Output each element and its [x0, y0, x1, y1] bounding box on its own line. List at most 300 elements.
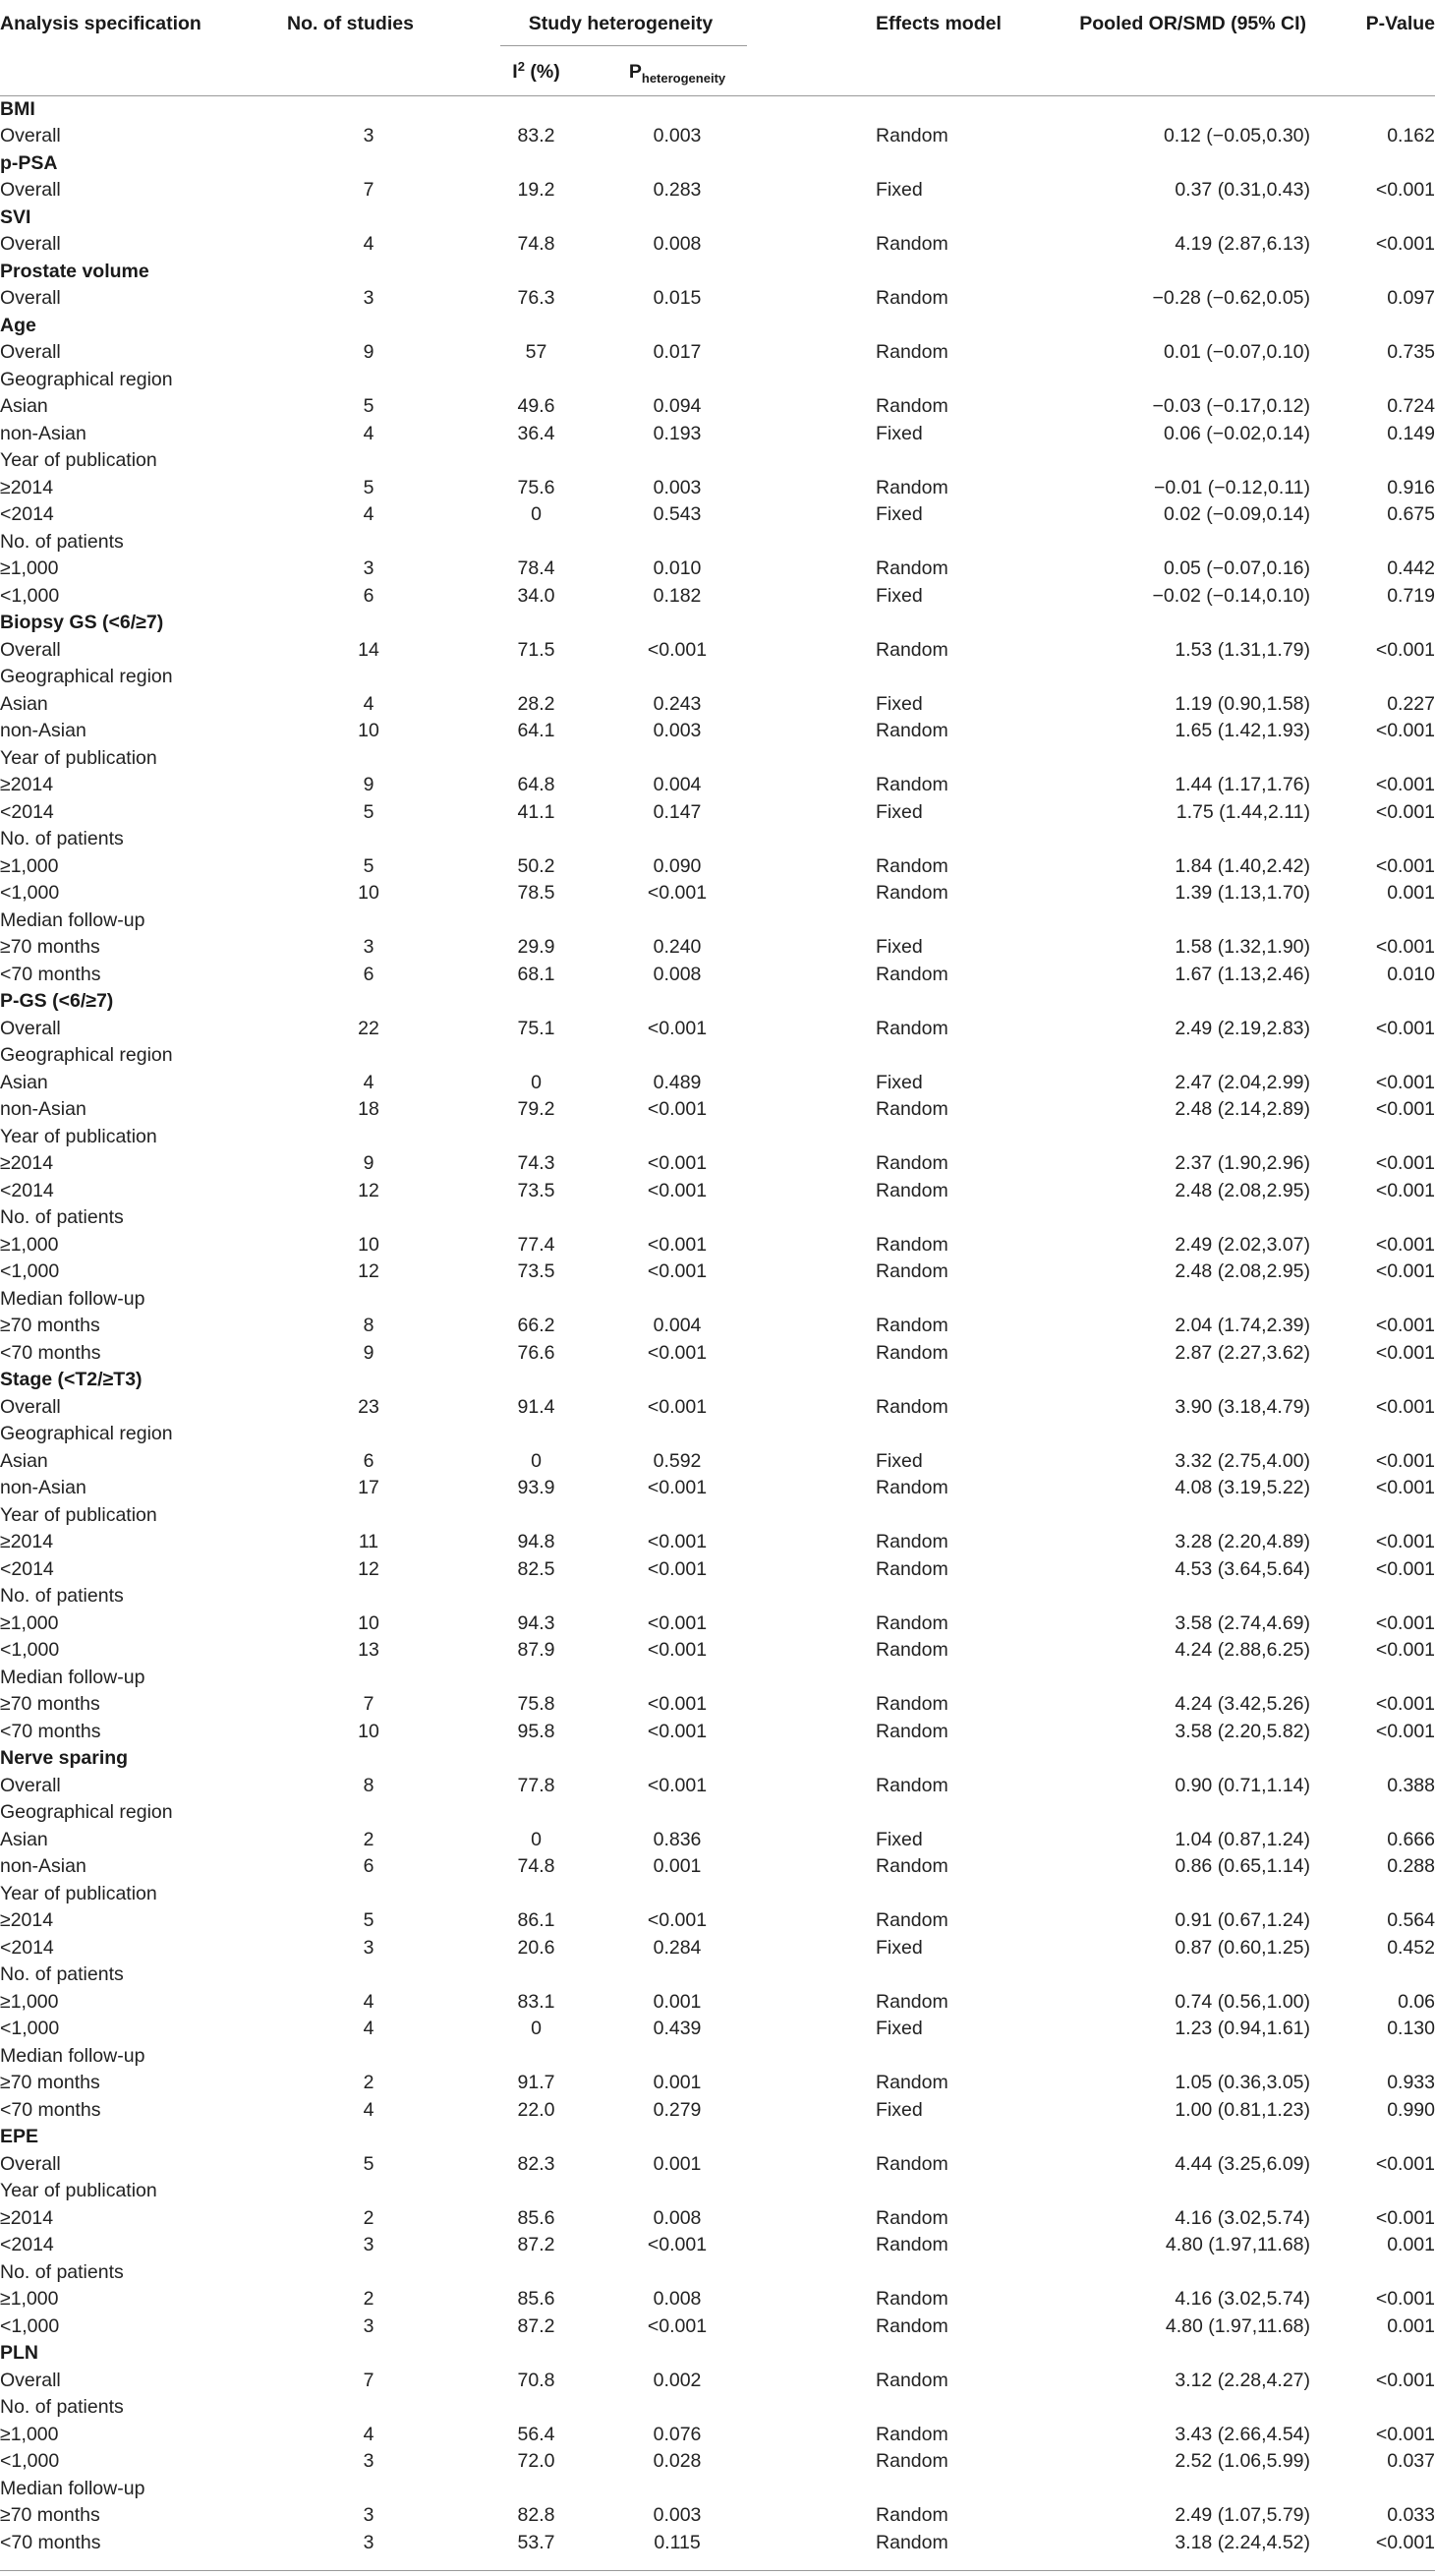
row-label: ≥1,000 — [0, 854, 59, 877]
table-row — [0, 393, 1435, 421]
p-value-cell: 0.033 — [1387, 2504, 1435, 2526]
pooled-or-cell: 3.58 (2.20,5.82) — [1175, 1720, 1311, 1742]
studies-cell: 9 — [363, 774, 374, 795]
studies-cell: 2 — [363, 2072, 374, 2093]
i2-cell: 82.3 — [517, 2152, 555, 2175]
header-row-main — [0, 0, 1435, 49]
i2-cell: 74.8 — [517, 233, 555, 255]
pooled-or-cell: 1.65 (1.42,1.93) — [1175, 720, 1311, 741]
group-row — [0, 447, 1435, 475]
studies-cell: 4 — [363, 503, 374, 525]
p-heterogeneity-cell: <0.001 — [647, 1720, 708, 1742]
row-label: No. of patients — [0, 1206, 124, 1228]
table-row — [0, 2151, 1435, 2179]
studies-cell: 10 — [358, 720, 379, 741]
row-label: Asian — [0, 1071, 48, 1093]
effects-model-cell: Random — [876, 720, 948, 741]
table-row — [0, 1259, 1435, 1286]
effects-model-cell: Fixed — [876, 2018, 923, 2039]
p-value-cell: 0.001 — [1387, 2234, 1435, 2255]
effects-model-cell: Random — [876, 2234, 948, 2255]
i2-cell: 49.6 — [517, 395, 555, 417]
p-value-cell: <0.001 — [1375, 1260, 1435, 1282]
i2-cell: 94.3 — [517, 1611, 555, 1634]
p-value-cell: 0.001 — [1387, 2314, 1435, 2337]
p-heterogeneity-cell: 0.001 — [653, 2072, 702, 2093]
row-label: ≥2014 — [0, 476, 54, 498]
studies-cell: 3 — [363, 936, 374, 958]
table-row — [0, 1719, 1435, 1746]
row-label: No. of patients — [0, 2396, 124, 2418]
p-heterogeneity-cell: 0.279 — [653, 2098, 702, 2121]
p-heterogeneity-cell: 0.003 — [653, 476, 702, 498]
studies-cell: 5 — [363, 476, 374, 498]
studies-cell: 23 — [358, 1395, 379, 1418]
effects-model-cell: Random — [876, 1233, 948, 1256]
effects-model-cell: Random — [876, 557, 948, 579]
pooled-or-cell: 1.53 (1.31,1.79) — [1175, 638, 1311, 661]
effects-model-cell: Fixed — [876, 179, 923, 201]
pooled-or-cell: 0.90 (0.71,1.14) — [1175, 1774, 1311, 1796]
effects-model-cell: Fixed — [876, 1449, 923, 1472]
i2-cell: 20.6 — [517, 1936, 555, 1959]
effects-model-cell: Random — [876, 1395, 948, 1418]
i2-cell: 87.9 — [517, 1639, 555, 1661]
studies-cell: 5 — [363, 800, 374, 823]
p-heterogeneity-cell: 0.001 — [653, 2152, 702, 2175]
studies-cell: 22 — [358, 1017, 379, 1039]
effects-model-cell: Random — [876, 125, 948, 146]
studies-cell: 6 — [363, 963, 374, 985]
p-heterogeneity-cell: 0.003 — [653, 720, 702, 741]
p-heterogeneity-cell: 0.147 — [653, 800, 702, 823]
studies-cell: 9 — [363, 341, 374, 363]
row-label: ≥70 months — [0, 2504, 100, 2526]
row-label: Overall — [0, 1774, 61, 1796]
pooled-or-cell: 2.04 (1.74,2.39) — [1175, 1315, 1311, 1336]
studies-cell: 7 — [363, 179, 374, 201]
pooled-or-cell: −0.28 (−0.62,0.05) — [1152, 287, 1311, 309]
p-value-cell: 0.06 — [1398, 1990, 1435, 2013]
p-value-cell: <0.001 — [1375, 2531, 1435, 2553]
group-row — [0, 2394, 1435, 2422]
group-row — [0, 1583, 1435, 1610]
p-heterogeneity-cell: <0.001 — [647, 1098, 708, 1120]
effects-model-cell: Random — [876, 1909, 948, 1931]
pooled-or-cell: 2.48 (2.08,2.95) — [1175, 1260, 1311, 1282]
col-header-analysis: Analysis specification — [0, 13, 201, 35]
table-row — [0, 962, 1435, 989]
row-label: No. of patients — [0, 2260, 124, 2283]
row-label: Geographical region — [0, 1044, 173, 1066]
table-row — [0, 2502, 1435, 2530]
i2-cell: 28.2 — [517, 692, 555, 715]
i2-cell: 78.4 — [517, 557, 555, 579]
table-row — [0, 421, 1435, 448]
i2-cell: 66.2 — [517, 1315, 555, 1336]
table-row — [0, 1150, 1435, 1178]
effects-model-cell: Random — [876, 2504, 948, 2526]
row-label: Geographical region — [0, 1423, 173, 1444]
p-value-cell: <0.001 — [1375, 854, 1435, 877]
table-bottom-rule — [0, 2570, 1435, 2571]
row-label: Biopsy GS (<6/≥7) — [0, 612, 164, 633]
effects-model-cell: Random — [876, 2152, 948, 2175]
row-label: ≥1,000 — [0, 2288, 59, 2310]
row-label: Geographical region — [0, 368, 173, 390]
pooled-or-cell: 0.01 (−0.07,0.10) — [1163, 341, 1311, 363]
row-label: ≥2014 — [0, 1531, 54, 1552]
row-label: Overall — [0, 1017, 61, 1039]
table-row — [0, 2205, 1435, 2233]
row-label: non-Asian — [0, 720, 86, 741]
p-value-cell: <0.001 — [1375, 1611, 1435, 1634]
row-label: Nerve sparing — [0, 1747, 129, 1769]
i2-cell: 56.4 — [517, 2423, 555, 2445]
table-row — [0, 2016, 1435, 2043]
p-heterogeneity-cell: 0.094 — [653, 395, 702, 417]
p-value-cell: <0.001 — [1375, 1693, 1435, 1715]
i2-cell: 70.8 — [517, 2369, 555, 2391]
p-heterogeneity-cell: <0.001 — [647, 1531, 708, 1552]
studies-cell: 12 — [358, 1179, 379, 1201]
pooled-or-cell: 2.87 (2.27,3.62) — [1175, 1341, 1311, 1364]
p-heterogeneity-cell: <0.001 — [647, 1477, 708, 1498]
table-row — [0, 772, 1435, 799]
pooled-or-cell: 1.58 (1.32,1.90) — [1175, 936, 1311, 958]
studies-cell: 17 — [358, 1477, 379, 1498]
row-label: Year of publication — [0, 449, 157, 471]
table-row — [0, 285, 1435, 313]
p-value-cell: <0.001 — [1375, 1071, 1435, 1093]
col-header-i2: $I^2$ (%) — [512, 58, 560, 83]
row-label: <1,000 — [0, 2314, 60, 2337]
group-row — [0, 2178, 1435, 2205]
p-heterogeneity-cell: <0.001 — [647, 1774, 708, 1796]
table-row — [0, 583, 1435, 611]
effects-model-cell: Random — [876, 774, 948, 795]
effects-model-cell: Random — [876, 1017, 948, 1039]
row-label: Median follow-up — [0, 1666, 145, 1688]
row-label: <70 months — [0, 2098, 101, 2121]
table-row — [0, 1691, 1435, 1719]
i2-cell: 85.6 — [517, 2288, 555, 2310]
row-label: PLN — [0, 2342, 38, 2364]
p-heterogeneity-cell: 0.004 — [653, 774, 702, 795]
i2-cell: 93.9 — [517, 1477, 555, 1498]
row-label: No. of patients — [0, 530, 124, 553]
table-row — [0, 1448, 1435, 1476]
pooled-or-cell: 2.48 (2.14,2.89) — [1175, 1098, 1311, 1120]
i2-cell: 87.2 — [517, 2234, 555, 2255]
studies-cell: 10 — [358, 1720, 379, 1742]
table-row — [0, 339, 1435, 367]
p-heterogeneity-cell: <0.001 — [647, 1152, 708, 1174]
studies-cell: 5 — [363, 395, 374, 417]
p-value-cell: 0.724 — [1387, 395, 1435, 417]
effects-model-cell: Random — [876, 1098, 948, 1120]
studies-cell: 8 — [363, 1774, 374, 1796]
p-value-cell: <0.001 — [1375, 2369, 1435, 2391]
p-value-cell: <0.001 — [1375, 1315, 1435, 1336]
p-heterogeneity-cell: 0.439 — [653, 2018, 702, 2039]
pooled-or-cell: 0.02 (−0.09,0.14) — [1163, 503, 1311, 525]
studies-cell: 3 — [363, 125, 374, 146]
p-value-cell: 0.916 — [1387, 476, 1435, 498]
effects-model-cell: Random — [876, 1774, 948, 1796]
p-value-cell: 0.675 — [1387, 503, 1435, 525]
effects-model-cell: Fixed — [876, 800, 923, 823]
pooled-or-cell: 3.43 (2.66,4.54) — [1175, 2423, 1311, 2445]
effects-model-cell: Random — [876, 2206, 948, 2229]
effects-model-cell: Fixed — [876, 692, 923, 715]
row-label: Year of publication — [0, 1882, 157, 1904]
pooled-or-cell: 4.80 (1.97,11.68) — [1165, 2314, 1311, 2337]
row-label: <70 months — [0, 1341, 101, 1364]
p-value-cell: 0.452 — [1387, 1936, 1435, 1959]
p-heterogeneity-cell: 0.010 — [653, 557, 702, 579]
pooled-or-cell: 4.16 (3.02,5.74) — [1175, 2288, 1311, 2310]
p-heterogeneity-cell: 0.489 — [653, 1071, 702, 1093]
effects-model-cell: Random — [876, 233, 948, 255]
table-row — [0, 799, 1435, 827]
p-heterogeneity-cell: 0.090 — [653, 854, 702, 877]
row-label: ≥1,000 — [0, 557, 59, 579]
studies-cell: 3 — [363, 1936, 374, 1959]
p-value-cell: 0.162 — [1387, 125, 1435, 146]
pooled-or-cell: 3.32 (2.75,4.00) — [1175, 1449, 1311, 1472]
pooled-or-cell: 2.52 (1.06,5.99) — [1175, 2450, 1311, 2472]
effects-model-cell: Fixed — [876, 1828, 923, 1850]
studies-cell: 3 — [363, 2450, 374, 2472]
table-row — [0, 1529, 1435, 1556]
p-value-cell: <0.001 — [1375, 638, 1435, 661]
effects-model-cell: Random — [876, 854, 948, 877]
studies-cell: 2 — [363, 1828, 374, 1850]
studies-cell: 6 — [363, 584, 374, 607]
p-value-cell: 0.010 — [1387, 963, 1435, 985]
row-label: Overall — [0, 638, 61, 661]
i2-cell: 0 — [531, 2018, 542, 2039]
section-row — [0, 205, 1435, 232]
effects-model-cell: Fixed — [876, 503, 923, 525]
col-header-heterogeneity — [454, 0, 748, 49]
p-heterogeneity-cell: <0.001 — [647, 1909, 708, 1931]
i2-cell: 41.1 — [517, 800, 555, 823]
row-label: Overall — [0, 1395, 61, 1418]
effects-model-cell: Random — [876, 341, 948, 363]
row-label: <1,000 — [0, 584, 60, 607]
p-heterogeneity-cell: 0.008 — [653, 233, 702, 255]
pooled-or-cell: 2.49 (2.19,2.83) — [1175, 1017, 1311, 1039]
i2-cell: 36.4 — [517, 422, 555, 444]
p-heterogeneity-cell: <0.001 — [647, 1395, 708, 1418]
table-row — [0, 718, 1435, 745]
p-value-cell: <0.001 — [1375, 1341, 1435, 1364]
row-label: Asian — [0, 692, 48, 715]
effects-model-cell: Random — [876, 1260, 948, 1282]
group-row — [0, 826, 1435, 853]
p-heterogeneity-cell: 0.076 — [653, 2423, 702, 2445]
group-row — [0, 907, 1435, 935]
row-label: Asian — [0, 1449, 48, 1472]
effects-model-cell: Random — [876, 1720, 948, 1742]
group-row — [0, 1286, 1435, 1314]
table-row — [0, 231, 1435, 259]
row-label: ≥2014 — [0, 1152, 54, 1174]
i2-cell: 86.1 — [517, 1909, 555, 1931]
effects-model-cell: Random — [876, 2531, 948, 2553]
pooled-or-cell: 1.23 (0.94,1.61) — [1175, 2018, 1311, 2039]
effects-model-cell: Random — [876, 2314, 948, 2337]
i2-cell: 76.3 — [517, 287, 555, 309]
effects-model-cell: Fixed — [876, 1936, 923, 1959]
studies-cell: 3 — [363, 287, 374, 309]
p-heterogeneity-cell: 0.240 — [653, 936, 702, 958]
pooled-or-cell: 1.05 (0.36,3.05) — [1175, 2072, 1311, 2093]
pooled-or-cell: 1.44 (1.17,1.76) — [1175, 774, 1311, 795]
p-value-cell: 0.130 — [1387, 2018, 1435, 2039]
p-value-cell: <0.001 — [1375, 720, 1435, 741]
p-value-cell: 0.564 — [1387, 1909, 1435, 1931]
table-row — [0, 177, 1435, 205]
pooled-or-cell: 0.06 (−0.02,0.14) — [1163, 422, 1311, 444]
p-heterogeneity-cell: 0.008 — [653, 2288, 702, 2310]
effects-model-cell: Random — [876, 476, 948, 498]
studies-cell: 4 — [363, 422, 374, 444]
effects-model-cell: Random — [876, 1315, 948, 1336]
pooled-or-cell: 2.49 (1.07,5.79) — [1175, 2504, 1311, 2526]
p-heterogeneity-cell: 0.543 — [653, 503, 702, 525]
row-label: ≥70 months — [0, 1315, 100, 1336]
p-heterogeneity-cell: 0.028 — [653, 2450, 702, 2472]
studies-cell: 9 — [363, 1341, 374, 1364]
pooled-or-cell: 4.08 (3.19,5.22) — [1175, 1477, 1311, 1498]
row-label: Overall — [0, 287, 61, 309]
i2-cell: 50.2 — [517, 854, 555, 877]
effects-model-cell: Random — [876, 638, 948, 661]
col-header-p-heterogeneity: $P_{heterogeneity}$ — [628, 60, 726, 86]
group-row — [0, 2476, 1435, 2503]
row-label: ≥1,000 — [0, 2423, 59, 2445]
i2-cell: 29.9 — [517, 936, 555, 958]
row-label: Age — [0, 314, 36, 336]
row-label: ≥2014 — [0, 2206, 54, 2229]
table-row — [0, 1556, 1435, 1584]
i2-cell: 75.1 — [517, 1017, 555, 1039]
p-value-cell: 0.735 — [1387, 341, 1435, 363]
i2-cell: 75.8 — [517, 1693, 555, 1715]
row-label: <1,000 — [0, 1260, 60, 1282]
group-row — [0, 664, 1435, 691]
studies-cell: 3 — [363, 2504, 374, 2526]
pooled-or-cell: 4.53 (3.64,5.64) — [1175, 1557, 1311, 1580]
pooled-or-cell: 3.58 (2.74,4.69) — [1175, 1611, 1311, 1634]
studies-cell: 7 — [363, 1693, 374, 1715]
row-label: p-PSA — [0, 151, 58, 174]
i2-cell: 57 — [525, 341, 547, 363]
i2-cell: 68.1 — [517, 963, 555, 985]
i2-cell: 64.8 — [517, 774, 555, 795]
pooled-or-cell: 4.44 (3.25,6.09) — [1175, 2152, 1311, 2175]
effects-model-cell: Fixed — [876, 584, 923, 607]
studies-cell: 4 — [363, 2018, 374, 2039]
p-value-cell: <0.001 — [1375, 774, 1435, 795]
p-heterogeneity-cell: 0.008 — [653, 963, 702, 985]
p-heterogeneity-cell: <0.001 — [647, 1260, 708, 1282]
row-label: Year of publication — [0, 2180, 157, 2201]
p-heterogeneity-cell: 0.115 — [654, 2531, 701, 2553]
group-row — [0, 1961, 1435, 1989]
i2-cell: 34.0 — [517, 584, 555, 607]
studies-cell: 3 — [363, 2314, 374, 2337]
pooled-or-cell: 0.91 (0.67,1.24) — [1175, 1909, 1311, 1931]
row-label: No. of patients — [0, 1963, 124, 1985]
p-value-cell: <0.001 — [1375, 1720, 1435, 1742]
studies-cell: 4 — [363, 2423, 374, 2445]
pooled-or-cell: 1.67 (1.13,2.46) — [1175, 963, 1311, 985]
table-row — [0, 1016, 1435, 1043]
table-row — [0, 2422, 1435, 2449]
row-label: P-GS (<6/≥7) — [0, 990, 114, 1012]
p-heterogeneity-cell: 0.002 — [653, 2369, 702, 2391]
p-value-cell: <0.001 — [1375, 1639, 1435, 1661]
table-body — [0, 96, 1435, 2557]
p-heterogeneity-cell: 0.193 — [653, 422, 702, 444]
studies-cell: 10 — [358, 1233, 379, 1256]
row-label: ≥2014 — [0, 1909, 54, 1931]
section-row — [0, 2340, 1435, 2368]
table-row — [0, 1096, 1435, 1124]
row-label: <2014 — [0, 800, 54, 823]
effects-model-cell: Random — [876, 1693, 948, 1715]
pooled-or-cell: 4.24 (3.42,5.26) — [1175, 1693, 1311, 1715]
p-value-cell: 0.990 — [1387, 2098, 1435, 2121]
p-value-cell: <0.001 — [1375, 1017, 1435, 1039]
studies-cell: 4 — [363, 1071, 374, 1093]
i2-cell: 82.5 — [517, 1557, 555, 1580]
row-label: <2014 — [0, 1179, 54, 1201]
pooled-or-cell: 1.39 (1.13,1.70) — [1175, 882, 1311, 904]
table-row — [0, 880, 1435, 907]
pooled-or-cell: −0.03 (−0.17,0.12) — [1152, 395, 1311, 417]
p-heterogeneity-cell: <0.001 — [647, 1611, 708, 1634]
pooled-or-cell: 2.37 (1.90,2.96) — [1175, 1152, 1311, 1174]
p-value-cell: 0.288 — [1387, 1855, 1435, 1877]
p-heterogeneity-cell: 0.003 — [653, 125, 702, 146]
section-row — [0, 1367, 1435, 1394]
i2-cell: 83.1 — [517, 1990, 555, 2013]
row-label: <1,000 — [0, 2450, 60, 2472]
p-value-cell: 0.666 — [1387, 1828, 1435, 1850]
p-value-cell: <0.001 — [1375, 1152, 1435, 1174]
section-row — [0, 96, 1435, 124]
p-heterogeneity-cell: 0.001 — [653, 1855, 702, 1877]
row-label: No. of patients — [0, 828, 124, 849]
row-label: non-Asian — [0, 422, 86, 444]
row-label: EPE — [0, 2126, 39, 2147]
pooled-or-cell: 4.24 (2.88,6.25) — [1175, 1639, 1311, 1661]
table-row — [0, 1853, 1435, 1881]
effects-model-cell: Fixed — [876, 1071, 923, 1093]
pooled-or-cell: 0.12 (−0.05,0.30) — [1163, 125, 1311, 146]
pooled-or-cell: 1.84 (1.40,2.42) — [1175, 854, 1311, 877]
row-label: Geographical region — [0, 1801, 173, 1823]
effects-model-cell: Random — [876, 2072, 948, 2093]
i2-cell: 78.5 — [517, 882, 555, 904]
i2-cell: 91.7 — [517, 2072, 555, 2093]
group-row — [0, 2259, 1435, 2287]
